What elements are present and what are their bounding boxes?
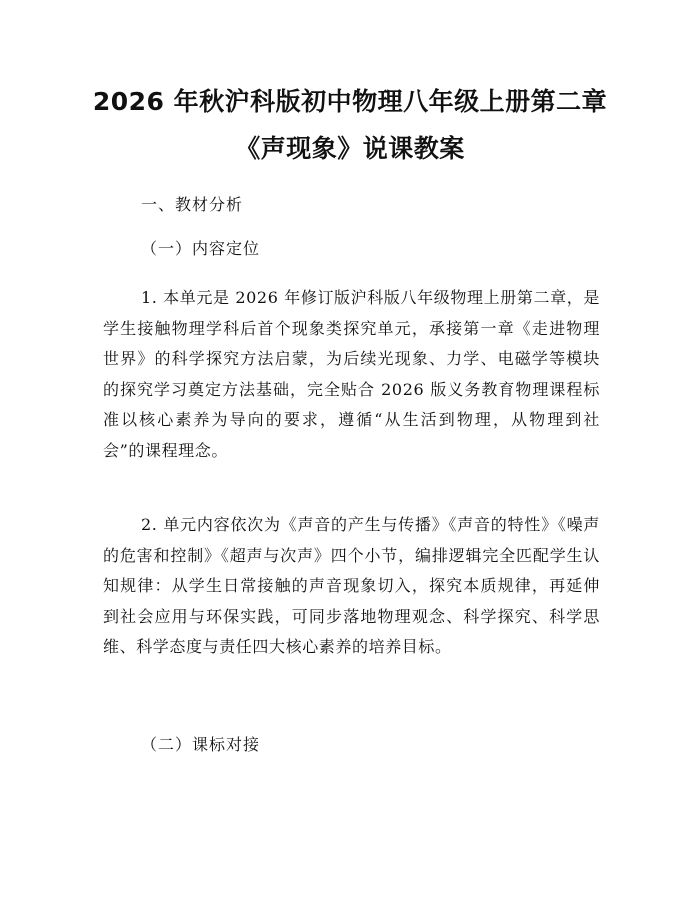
body-paragraph-2: 2. 单元内容依次为《声音的产生与传播》《声音的特性》《噪声的危害和控制》《超声与次声》四个小节，编排逻辑完全匹配学生认知规律：从学生日常接触的声音现象切入，探究本质规律，再延伸到社会应用与环保实践，可同步落地物理观念、科学探究、科学思维、科学态度与责任四大核心素养的培养目标。	[103, 515, 600, 656]
subsection-heading-content-positioning: （一）内容定位	[141, 239, 261, 258]
subsection-heading-curriculum-alignment: （二）课标对接	[141, 735, 261, 754]
document-title-line-2: 《声现象》说课教案	[235, 134, 465, 163]
document-title-line-1: 2026 年秋沪科版初中物理八年级上册第二章	[92, 87, 608, 116]
section-heading-textbook-analysis: 一、教材分析	[141, 195, 244, 214]
body-paragraph-1: 1. 本单元是 2026 年修订版沪科版八年级物理上册第二章，是学生接触物理学科后首个现象类探究单元，承接第一章《走进物理世界》的科学探究方法启蒙，为后续光现象、力学、电磁学等模块的探究学习奠定方法基础，完全贴合 2026 版义务教育物理课程标准以核心素养为导向的要求，遵循“从生活到物理，从物理到社会”的课程理念。	[103, 288, 600, 460]
